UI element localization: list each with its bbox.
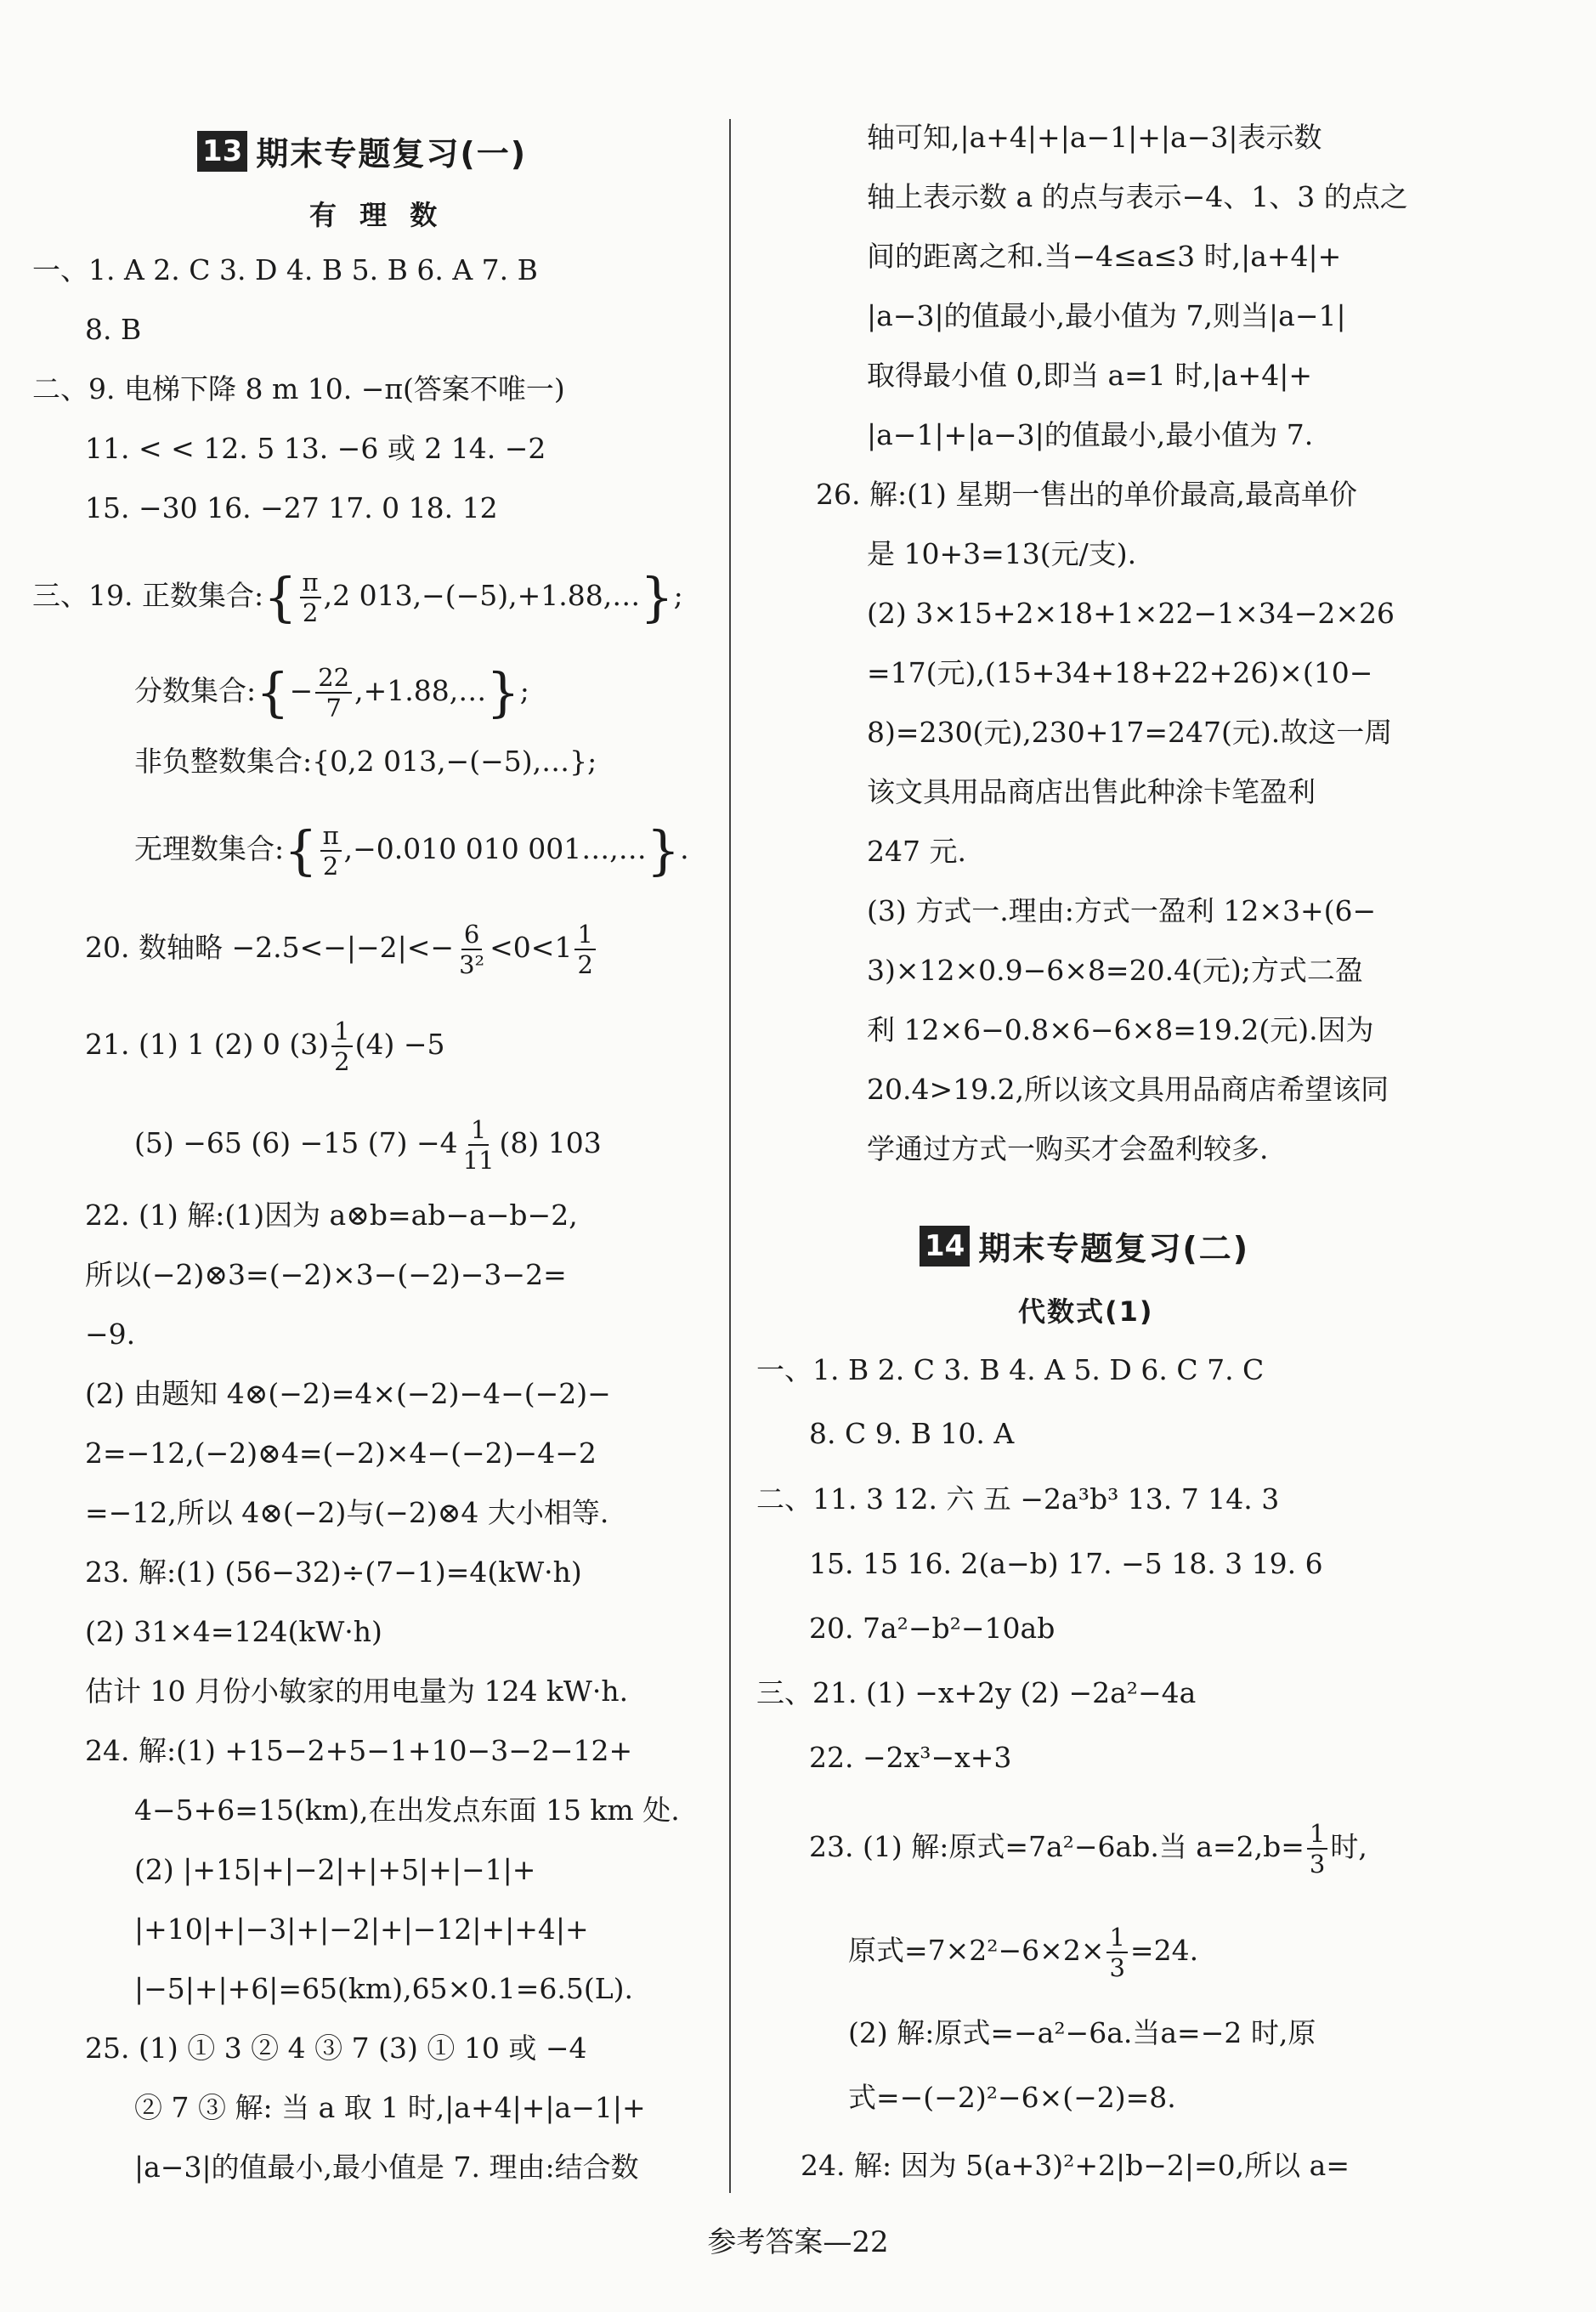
fraction [331, 1017, 352, 1076]
section-title: 期末专题复习(一) [256, 135, 528, 173]
line-text: <0<1 [490, 931, 573, 964]
right-column [748, 0, 1596, 2244]
column-divider [729, 119, 731, 2193]
denominator: 3 [1309, 1850, 1326, 1878]
answer-line: 20.4>19.2,所以该文具用品商店希望该同 [867, 1073, 1389, 1106]
answer-line: 8)=230(元),230+17=247(元).故这一周 [867, 716, 1393, 749]
fraction [300, 568, 321, 627]
answer-line: (3) 方式一.理由:方式一盈利 12×3+(6− [867, 894, 1377, 927]
section-header-14 [920, 1222, 1249, 1269]
answer-line: 利 12×6−0.8×6−6×8=19.2(元).因为 [867, 1013, 1374, 1046]
answer-line: 23. 解:(1) (56−32)÷(7−1)=4(kW·h) [85, 1556, 582, 1589]
answer-line: 25. (1) ① 3 ② 4 ③ 7 (3) ① 10 或 −4 [85, 2032, 587, 2065]
answer-line: 二、11. 3 12. 六 五 −2a³b³ 13. 7 14. 3 [756, 1482, 1280, 1516]
denominator: 2 [322, 852, 339, 881]
numerator: 1 [574, 920, 595, 950]
line-text: =24. [1129, 1934, 1199, 1967]
answer-line: 24. 解:(1) +15−2+5−1+10−3−2−12+ [85, 1734, 633, 1767]
answer-line: (2) 由题知 4⊗(−2)=4×(−2)−4−(−2)− [85, 1377, 611, 1410]
answer-line-23b [848, 1923, 1198, 1982]
answer-line: 26. 解:(1) 星期一售出的单价最高,最高单价 [816, 478, 1357, 511]
line-text: ,−0.010 010 001…,… [343, 832, 647, 865]
right-brace: } [646, 819, 681, 881]
answer-line: 三、21. (1) −x+2y (2) −2a²−4a [756, 1676, 1197, 1709]
left-brace: { [263, 566, 297, 628]
answer-line: 一、1. B 2. C 3. B 4. A 5. D 6. C 7. C [756, 1353, 1265, 1386]
answer-line: (2) 31×4=124(kW·h) [85, 1615, 382, 1648]
answer-line-20 [85, 920, 598, 979]
answer-line: 轴可知,|a+4|+|a−1|+|a−3|表示数 [867, 121, 1322, 154]
answer-line: 估计 10 月份小敏家的用电量为 124 kW·h. [85, 1674, 629, 1708]
numerator: 22 [315, 663, 352, 694]
denominator: 2 [577, 950, 593, 979]
numerator: π [300, 568, 321, 598]
numerator: 1 [468, 1115, 489, 1146]
answer-line: 间的距离之和.当−4≤a≤3 时,|a+4|+ [867, 240, 1342, 273]
answer-line: 22. (1) 解:(1)因为 a⊗b=ab−a−b−2, [85, 1198, 578, 1232]
answer-line: 学通过方式一购买才会盈利较多. [867, 1132, 1269, 1165]
answer-line: 247 元. [867, 835, 966, 868]
line-text: (5) −65 (6) −15 (7) −4 [134, 1126, 458, 1159]
line-text: 时, [1330, 1830, 1367, 1863]
answer-line: 4−5+6=15(km),在出发点东面 15 km 处. [134, 1794, 680, 1827]
answer-line: =−12,所以 4⊗(−2)与(−2)⊗4 大小相等. [85, 1496, 609, 1529]
denominator: 7 [325, 694, 342, 722]
section-subtitle: 代数式(1) [1018, 1295, 1154, 1328]
answer-line: 20. 7a²−b²−10ab [809, 1612, 1056, 1645]
fraction [456, 920, 487, 979]
answer-line: 是 10+3=13(元/支). [867, 537, 1137, 570]
line-text: 三、19. 正数集合: [32, 579, 264, 612]
answer-line: (2) 3×15+2×18+1×22−1×34−2×26 [867, 597, 1395, 630]
numerator: 1 [1106, 1923, 1127, 1953]
line-text: (8) 103 [499, 1126, 602, 1159]
answer-line-19-positive [32, 568, 683, 627]
answer-line-21 [85, 1017, 445, 1076]
answer-line-19-fraction [134, 663, 529, 722]
answer-line: 轴上表示数 a 的点与表示−4、1、3 的点之 [867, 180, 1408, 213]
answer-line: 24. 解: 因为 5(a+3)²+2|b−2|=0,所以 a= [801, 2149, 1350, 2182]
answer-line: 22. −2x³−x+3 [809, 1741, 1012, 1774]
section-header-13 [197, 128, 527, 174]
page-footer: 参考答案—22 [707, 2225, 889, 2259]
answer-line: (2) 解:原式=−a²−6a.当a=−2 时,原 [848, 2016, 1316, 2049]
line-text: ; [519, 674, 529, 707]
fraction [574, 920, 595, 979]
numerator: π [320, 821, 342, 852]
line-text: ,2 013,−(−5),+1.88,… [323, 579, 641, 612]
answer-line: 2=−12,(−2)⊗4=(−2)×4−(−2)−4−2 [85, 1436, 597, 1470]
line-text: 20. 数轴略 −2.5<−|−2|<− [85, 931, 455, 964]
answer-line-19-irrational [134, 821, 689, 881]
answer-line: 二、9. 电梯下降 8 m 10. −π(答案不唯一) [32, 372, 565, 405]
right-brace: } [486, 661, 520, 723]
left-brace: { [284, 819, 318, 881]
denominator: 2 [302, 598, 319, 627]
fraction [1106, 1923, 1127, 1982]
section-subtitle: 有 理 数 [309, 199, 444, 231]
answer-line: |a−3|的值最小,最小值是 7. 理由:结合数 [134, 2150, 639, 2184]
answer-line: 一、1. A 2. C 3. D 4. B 5. B 6. A 7. B [32, 253, 538, 286]
answer-line: 取得最小值 0,即当 a=1 时,|a+4|+ [867, 359, 1312, 392]
numerator: 6 [461, 920, 482, 950]
denominator: 2 [334, 1047, 350, 1076]
answer-line: 15. 15 16. 2(a−b) 17. −5 18. 3 19. 6 [809, 1547, 1323, 1580]
fraction [320, 821, 342, 881]
line-text: 23. (1) 解:原式=7a²−6ab.当 a=2,b= [809, 1830, 1305, 1863]
denominator: 3² [459, 950, 485, 979]
left-column [0, 0, 731, 2244]
line-text: . [680, 832, 689, 865]
answer-line: 3)×12×0.9−6×8=20.4(元);方式二盈 [867, 954, 1363, 987]
answer-line: =17(元),(15+34+18+22+26)×(10− [867, 656, 1373, 689]
answer-line: 该文具用品商店出售此种涂卡笔盈利 [867, 775, 1316, 808]
answer-line-23 [809, 1819, 1367, 1878]
answer-line: 非负整数集合:{0,2 013,−(−5),…}; [134, 745, 597, 778]
section-number-badge: 14 [920, 1226, 970, 1266]
line-text: ,+1.88,… [354, 674, 487, 707]
numerator: 1 [331, 1017, 352, 1047]
answer-line: 所以(−2)⊗3=(−2)×3−(−2)−3−2= [85, 1258, 567, 1291]
line-text: − [289, 674, 314, 707]
answer-line: 15. −30 16. −27 17. 0 18. 12 [85, 491, 498, 524]
answer-line: 8. B [85, 313, 142, 346]
answer-line-21b [134, 1115, 602, 1175]
denominator: 3 [1109, 1953, 1125, 1982]
section-title: 期末专题复习(二) [978, 1230, 1250, 1267]
fraction [461, 1115, 497, 1175]
answer-line: 11. < < 12. 5 13. −6 或 2 14. −2 [85, 432, 546, 465]
answer-line: ② 7 ③ 解: 当 a 取 1 时,|a+4|+|a−1|+ [134, 2091, 646, 2124]
answer-line: |−5|+|+6|=65(km),65×0.1=6.5(L). [134, 1972, 633, 2005]
answer-line: 式=−(−2)²−6×(−2)=8. [848, 2081, 1176, 2114]
right-brace: } [640, 566, 674, 628]
numerator: 1 [1307, 1819, 1327, 1850]
line-text: 21. (1) 1 (2) 0 (3) [85, 1028, 330, 1061]
left-brace: { [256, 661, 290, 723]
line-text: 原式=7×2²−6×2× [848, 1934, 1105, 1967]
line-text: (4) −5 [354, 1028, 445, 1061]
line-text: 分数集合: [134, 674, 257, 707]
line-text: ; [673, 579, 683, 612]
answer-line: (2) |+15|+|−2|+|+5|+|−1|+ [134, 1853, 536, 1886]
fraction [1307, 1819, 1327, 1878]
answer-line: |a−1|+|a−3|的值最小,最小值为 7. [867, 418, 1314, 451]
answer-line: 8. C 9. B 10. A [809, 1417, 1015, 1450]
fraction [315, 663, 352, 722]
line-text: 无理数集合: [134, 832, 285, 865]
answer-line: |a−3|的值最小,最小值为 7,则当|a−1| [867, 299, 1346, 332]
answer-line: |+10|+|−3|+|−2|+|−12|+|+4|+ [134, 1912, 589, 1946]
section-number-badge: 13 [197, 131, 247, 172]
answer-line: −9. [85, 1318, 136, 1351]
denominator: 11 [462, 1146, 495, 1175]
